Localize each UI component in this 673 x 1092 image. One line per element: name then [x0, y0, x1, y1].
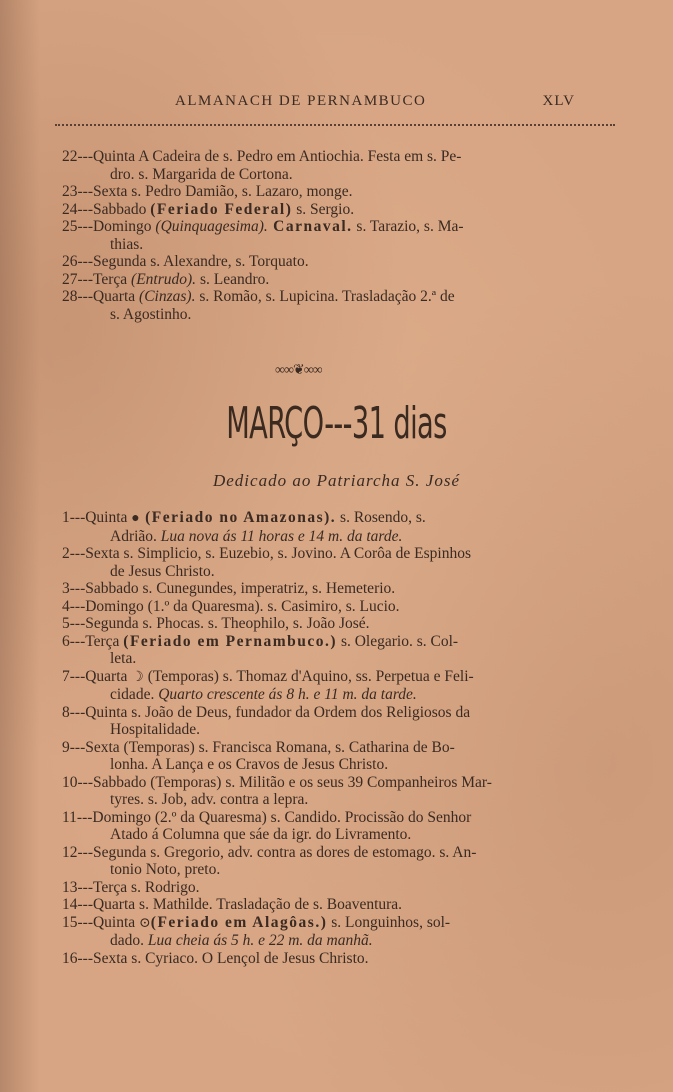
entry-march-11: 11---Domingo (2.º da Quaresma) s. Candido. Procissão do Senhor Atado á Columna que sáe da igr. do Livramento. — [62, 808, 472, 843]
header-rule — [55, 124, 615, 126]
entry-march-7: 7---Quarta ☽ (Temporas) s. Thomaz d'Aquino, ss. Perpetua e Feli- cidade. Quarto crescente ás 8 h. e 11 m. da tarde. — [62, 667, 474, 703]
entry-25: 25---Domingo (Quinquagesima). Carnaval. s. Tarazio, s. Ma- thias. — [62, 218, 464, 253]
running-title: ALMANACH DE PERNAMBUCO — [175, 93, 427, 109]
page-number: XLV — [542, 93, 575, 109]
entry-march-6: 6---Terça (Feriado em Pernambuco.) s. Olegario. s. Col- leta. — [62, 632, 459, 667]
entry-27: 27---Terça (Entrudo). s. Leandro. — [62, 270, 270, 288]
entry-march-16: 16---Sexta s. Cyriaco. O Lençol de Jesus Christo. — [62, 949, 369, 967]
february-entries — [40, 148, 640, 323]
entry-22: 22---Quinta A Cadeira de s. Pedro em Antiochia. Festa em s. Pe- dro. s. Margarida de Cortona. — [62, 148, 462, 183]
entry-28: 28---Quarta (Cinzas). s. Romão, s. Lupicina. Trasladação 2.ª de s. Agostinho. — [62, 288, 455, 323]
entry-march-9: 9---Sexta (Temporas) s. Francisca Romana, s. Catharina de Bo- lonha. A Lança e os Cravos de Jesus Christo. — [62, 738, 455, 773]
entry-march-2: 2---Sexta s. Simplicio, s. Euzebio, s. Jovino. A Corôa de Espinhos de Jesus Christo. — [62, 545, 472, 580]
entry-march-14: 14---Quarta s. Mathilde. Trasladação de s. Boaventura. — [62, 896, 403, 913]
entry-march-13: 13---Terça s. Rodrigo. — [62, 878, 200, 896]
section-ornament: ∞∞❦∞∞ — [275, 363, 322, 378]
first-quarter-moon-icon: ☽ — [131, 669, 144, 685]
month-title: MARÇO---31 dias — [226, 398, 447, 449]
entry-26: 26---Segunda s. Alexandre, s. Torquato. — [62, 253, 309, 270]
march-entries — [40, 509, 640, 967]
entry-march-3: 3---Sabbado s. Cunegundes, imperatriz, s. Hemeterio. — [62, 580, 396, 597]
entry-march-5: 5---Segunda s. Phocas. s. Theophilo, s. João José. — [62, 615, 370, 632]
full-moon-icon: ⊙ — [139, 915, 151, 931]
new-moon-icon: ● — [131, 511, 140, 526]
entry-march-8: 8---Quinta s. João de Deus, fundador da Ordem dos Religiosos da Hospitalidade. — [62, 703, 471, 738]
entry-march-12: 12---Segunda s. Gregorio, adv. contra as dores de estomago. s. An- tonio Noto, preto. — [62, 843, 477, 878]
running-header — [175, 93, 575, 115]
entry-24: 24---Sabbado (Feriado Federal) s. Sergio. — [62, 200, 355, 218]
page-binding-shadow — [0, 0, 40, 1092]
entry-march-1: 1---Quinta ● (Feriado no Amazonas). s. Rosendo, s. Adrião. Lua nova ás 11 horas e 14 m. da tarde. — [62, 509, 426, 545]
entry-23: 23---Sexta s. Pedro Damião, s. Lazaro, monge. — [62, 183, 353, 200]
entry-march-15: 15---Quinta ⊙(Feriado em Alagôas.) s. Longuinhos, sol- dado. Lua cheia ás 5 h. e 22 m. da manhã. — [62, 913, 451, 949]
entry-march-10: 10---Sabbado (Temporas) s. Militão e os seus 39 Companheiros Mar- tyres. s. Job, adv. contra a lepra. — [62, 773, 492, 808]
month-dedication: Dedicado ao Patriarcha S. José — [212, 471, 461, 490]
entry-march-4: 4---Domingo (1.º da Quaresma). s. Casimiro, s. Lucio. — [62, 597, 400, 615]
